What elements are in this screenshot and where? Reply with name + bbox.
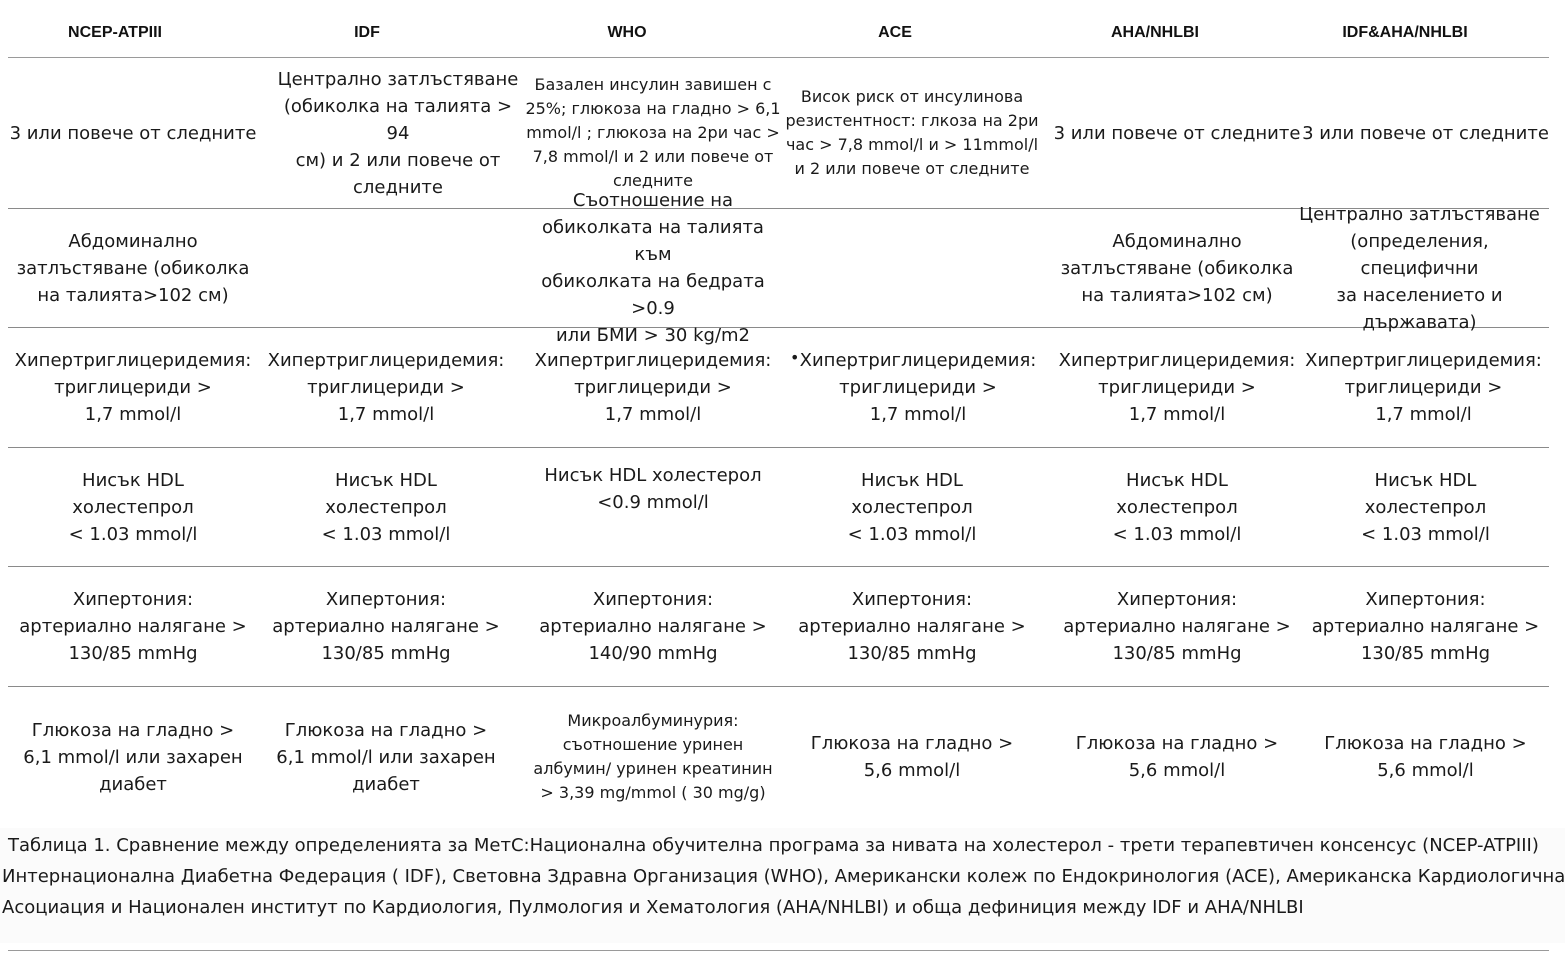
caption-line: Таблица 1. Сравнение между определенията за МетС:Национална обучителна програма за нивата на холестерол - трети терапевтичен консенсус (NCEP-ATPIII) — [8, 835, 1539, 856]
table-cell — [782, 209, 1042, 327]
caption-line: Интернационална Диабетна Федерация ( IDF), Световна Здравна Организация (WHO), Американски колеж по Ендокринология (ACE), Американска Кардиологична — [2, 866, 1565, 887]
table-cell: Централно затлъстяване (определения, специфични за населението и държавата) — [1299, 203, 1540, 333]
table-header-row — [8, 12, 1549, 58]
table-cell: Абдоминално затлъстяване (обиколка на талията>102 см) — [1060, 230, 1294, 306]
table-cell: Съотношение на обиколката на талията към обиколката на бедрата >0.9 или БМИ > 30 kg/m2 — [541, 190, 765, 346]
table-cell: Базален инсулин завишен с 25%; глюкоза на гладно > 6,1 mmol/l ; глюкоза на 2ри час > 7,8 mmol/l и 2 или повече от следните — [525, 75, 781, 190]
table-row — [8, 448, 1549, 567]
table-cell: 3 или повече от следните — [1053, 122, 1301, 144]
table-cell: Глюкоза на гладно > 5,6 mmol/l — [1075, 733, 1279, 781]
table-cell: Нисък HDL холестепрол < 1.03 mmol/l — [68, 469, 198, 545]
header-ncep-atpiii: NCEP-ATPIII — [68, 24, 162, 41]
table-cell: Хипертриглицеридемия: триглицериди > 1,7 mmol/l — [1305, 350, 1542, 425]
table-cell: Нисък HDL холестепрол < 1.03 mmol/l — [1112, 469, 1242, 545]
table-cell: Микроалбуминурия: съотношение уринен албумин/ уринен креатинин > 3,39 mg/mmol ( 30 mg/g) — [533, 711, 773, 802]
header-idf-aha-nhlbi: IDF&AHA/NHLBI — [1342, 24, 1468, 41]
table-cell: Глюкоза на гладно > 5,6 mmol/l — [810, 733, 1014, 781]
table-cell: Хипертриглицеридемия: триглицериди > 1,7 mmol/l — [267, 350, 505, 425]
header-who: WHO — [607, 24, 647, 41]
table-row — [8, 687, 1549, 827]
table-row — [8, 567, 1549, 687]
table-cell: Хипертриглицеридемия: триглицериди > 1,7 mmol/l — [534, 350, 772, 425]
table-cell: Нисък HDL холестепрол < 1.03 mmol/l — [1361, 469, 1490, 545]
table-cell: Хипертриглицеридемия: триглицериди > 1,7 mmol/l — [14, 350, 252, 425]
table-cell: Нисък HDL холестепрол < 1.03 mmol/l — [847, 469, 977, 545]
table-cell: Хипертония: артериално налягане > 140/90 mmHg — [539, 589, 767, 664]
table-cell: Висок риск от инсулинова резистентност: глкоза на 2ри час > 7,8 mmol/l и > 11mmol/l и 2 или повече от следните — [785, 87, 1039, 178]
header-idf: IDF — [354, 24, 380, 41]
table-cell: Хипертония: артериално налягане > 130/85 mmHg — [272, 589, 500, 664]
header-aha-nhlbi: AHA/NHLBI — [1111, 24, 1199, 41]
table-cell: Глюкоза на гладно > 6,1 mmol/l или захарен диабет — [276, 719, 496, 795]
table-cell: Централно затлъстяване (обиколка на талията > 94 см) и 2 или повече от следните — [277, 68, 519, 198]
table-row — [8, 190, 1549, 346]
table-cell: • Хипертриглицеридемия: триглицериди > 1,7 mmol/l — [786, 328, 1050, 447]
table-cell — [270, 209, 526, 327]
caption-line: Асоциация и Национален институт по Кардиология, Пулмология и Хематология (AHA/NHLBI) и обща дефиниция между IDF и AHA/NHLBI — [2, 897, 1304, 918]
table-row — [8, 328, 1549, 448]
table-cell: Хипертония: артериално налягане > 130/85 mmHg — [19, 589, 247, 664]
bottom-divider — [8, 950, 1549, 951]
table-cell: Абдоминално затлъстяване (обиколка на талията>102 см) — [16, 230, 250, 306]
table-caption — [2, 830, 1565, 923]
table-cell: Нисък HDL холестерол <0.9 mmol/l — [544, 465, 762, 513]
table-cell: Глюкоза на гладно > 5,6 mmol/l — [1324, 733, 1527, 781]
table-cell: Нисък HDL холестепрол < 1.03 mmol/l — [321, 469, 451, 545]
table-cell: Хипертония: артериално налягане > 130/85 mmHg — [798, 589, 1026, 664]
table-cell: Глюкоза на гладно > 6,1 mmol/l или захарен диабет — [23, 719, 243, 795]
table-cell: Хипертония: артериално налягане > 130/85 mmHg — [1311, 589, 1540, 664]
table-cell: Хипертриглицеридемия: триглицериди > 1,7 mmol/l — [1058, 350, 1296, 425]
table-cell: 3 или повече от следните — [9, 122, 257, 144]
table-cell: Хипертония: артериално налягане > 130/85 mmHg — [1063, 589, 1291, 664]
header-ace: ACE — [878, 24, 912, 41]
table-cell: 3 или повече от следните — [1302, 122, 1549, 144]
